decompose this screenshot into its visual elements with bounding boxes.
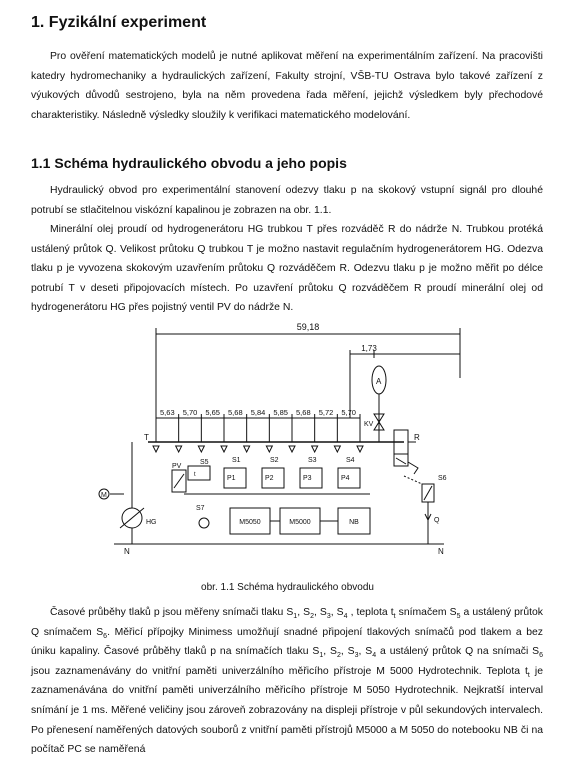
subsection-heading: 1.1 Schéma hydraulického obvodu a jeho popis	[31, 155, 347, 171]
sensor-s4-label: S4	[346, 457, 355, 464]
pipe-tap	[198, 446, 204, 452]
pipe-tap	[176, 446, 182, 452]
pressure-sensor-2	[262, 457, 284, 488]
circuit-paragraph-2: Minerální olej proudí od hydrogenerátoru HG trubkou T přes rozváděč R do nádrže N. Trubkou protéká ustálený průtok Q. Velikost průtoku Q trubkou T je možno nastavit regulačním hydrogenerátorem HG. Odezva tlaku p je vyvozena skokovým uzavřením průtoku Q rozváděčem R. Odezvu tlaku p je možno měřit po délce potrubí T v deseti připojovacích místech. Po uzavření průtoku Q rozváděčem R proudí minerální olej od hydrogenerátoru HG přes pojistný ventil PV do nádrže N.	[31, 224, 543, 314]
pipe-tap	[334, 446, 340, 452]
pressure-sensor-4	[338, 457, 360, 488]
section-heading: 1. Fyzikální experiment	[31, 14, 207, 31]
tank-n-left-label: N	[124, 547, 130, 556]
instrument-m5050-label: M5050	[239, 519, 261, 526]
valve-r-label: R	[414, 433, 420, 442]
tank-n-right-label: N	[438, 547, 444, 556]
segment-length-label: 5,84	[250, 408, 266, 417]
pump-hg-label: HG	[146, 519, 157, 526]
pressure-sensor-1	[224, 457, 246, 488]
instrument-m5000-label: M5000	[289, 519, 311, 526]
segment-length-label: 5,72	[318, 408, 334, 417]
sensor-s1-label: S1	[232, 457, 241, 464]
segment-length-label: 5,68	[228, 408, 243, 417]
figure-caption: obr. 1.1 Schéma hydraulického obvodu	[201, 582, 374, 593]
sensor-s6-label: S6	[438, 475, 447, 482]
sensor-p1-label: P1	[227, 475, 236, 482]
sensor-s3-label: S3	[308, 457, 317, 464]
sensor-p2-label: P2	[265, 475, 274, 482]
measurement-paragraph: Časové průběhy tlaků p jsou měřeny snímači tlaku $S_1$, $S_2$, $S_3$, $S_4$ , teplota $t_t$ snímačem $S_5$ a ustálený průtok Q snímačem $S_6$. Měřicí přípojky Minimess umožňují snadné připojení tlakových snímačů pod tlakem a bez úniku kapaliny. Časové průběhy tlaků p na snímačích tlaku $S_1$, $S_2$, $S_3$, $S_4$ a ustálený průtok Q na snímači $S_6$ jsou zaznamenávány do vnitřní paměti univerzálního měřicího přístroje M 5000 Hydrotechnik. Teplota $t_t$ je zaznamenávána do vnitřní paměti univerzálního měřicího přístroje M 5050 Hydrotechnik. Nejkratší interval snímání je 1 ms. Měřené veličiny jsou zároveň zobrazovány na displeji přístroje v půl sekundových intervalech. Po přenesení naměřených datových souborů z vnitřní paměti přístrojů M5000 a M 5050 do notebooku NB či na počítač PC se naměřená	[31, 607, 544, 756]
flow-q-label: Q	[434, 517, 440, 524]
pipe-taps	[153, 446, 363, 452]
pipe-tap	[221, 446, 227, 452]
circuit-paragraph-1: Hydraulický obvod pro experimentální stanovení odezvy tlaku p na skokový vstupní signál pro dlouhé potrubí se stlačitelnou viskózní kapalinou je zobrazen na obr. 1.1.	[31, 185, 543, 216]
sensor-s5-label: S5	[200, 459, 209, 466]
pipe-tap	[312, 446, 318, 452]
pipe-tap	[289, 446, 295, 452]
pipe-tap	[244, 446, 250, 452]
valve-kv-label: KV	[364, 421, 374, 428]
segment-length-label: 5,63	[160, 408, 175, 417]
segment-length-label: 5,70	[182, 408, 198, 417]
pipe-t-label: T	[144, 433, 149, 442]
segment-labels	[160, 408, 356, 417]
pipe-tap	[266, 446, 272, 452]
safety-valve-label: PV	[172, 463, 182, 470]
total-length-label: 59,18	[296, 322, 320, 332]
pressure-sensor-3	[300, 457, 322, 488]
notebook-nb-label: NB	[349, 519, 359, 526]
segment-length-label: 5,70	[341, 408, 356, 417]
motor-label: M	[101, 492, 107, 499]
pipe-tap	[357, 446, 363, 452]
segment-length-label: 5,68	[296, 408, 311, 417]
temp-t-label: t	[194, 472, 196, 478]
accumulator-label: A	[376, 377, 382, 386]
right-length-label: 1,73	[361, 344, 377, 353]
hydraulic-circuit-diagram	[84, 318, 524, 558]
sensor-p3-label: P3	[303, 475, 312, 482]
segment-length-label: 5,85	[273, 408, 288, 417]
sensor-s7-label: S7	[196, 505, 205, 512]
segment-length-label: 5,65	[205, 408, 220, 417]
pipe-tap	[153, 446, 159, 452]
sensor-p4-label: P4	[341, 475, 350, 482]
sensor-s2-label: S2	[270, 457, 279, 464]
intro-paragraph: Pro ověření matematických modelů je nutné aplikovat měření na experimentálním zařízení. Na pracovišti katedry hydromechaniky a hydraulických zařízení, Fakulty strojní, VŠB-TU Ostrava bylo takové zařízení z výukových důvodů sestrojeno, byla na něm provedena řada měření, jejichž výsledkem byly přechodové charakteristiky. Následně výsledky sloužily k verifikaci matematického modelování.	[31, 51, 543, 121]
